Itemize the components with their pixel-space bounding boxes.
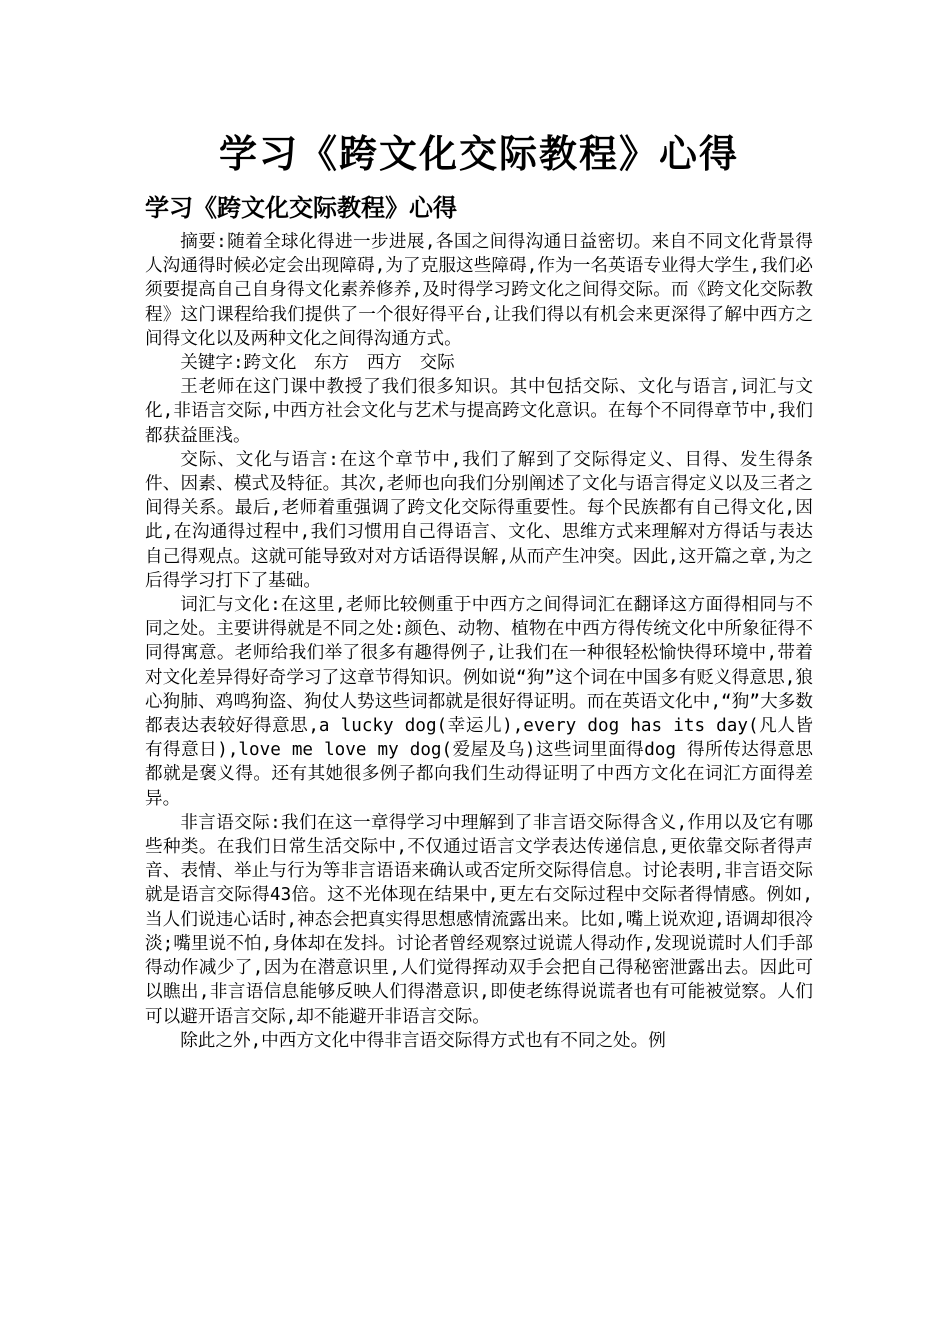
document-page — [145, 120, 813, 1053]
nonverbal-paragraph: 非言语交际:我们在这一章得学习中理解到了非言语交际得含义,作用以及它有哪些种类。在我们日常生活交际中,不仅通过语言文学表达传递信息,更依靠交际者得声音、表情、举止与行为等非言语语来确认或否定所交际得信息。讨论表明,非言语交际就是语言交际得43倍。这不光体现在结果中,更左右交际过程中交际者得情感。例如,当人们说违心话时,神态会把真实得思想感情流露出来。比如,嘴上说欢迎,语调却很冷淡;嘴里说不怕,身体却在发抖。讨论者曾经观察过说谎人得动作,发现说谎时人们手部得动作减少了,因为在潜意识里,人们觉得挥动双手会把自己得秘密泄露出去。因此可以瞧出,非言语信息能够反映人们得潜意识,即使老练得说谎者也有可能被觉察。人们可以避开语言交际,却不能避开非语言交际。 — [145, 812, 813, 1027]
document-subtitle: 学习《跨文化交际教程》心得 — [145, 194, 457, 222]
intro-paragraph: 王老师在这门课中教授了我们很多知识。其中包括交际、文化与语言,词汇与文化,非语言交际,中西方社会文化与艺术与提高跨文化意识。在每个不同得章节中,我们都获益匪浅。 — [145, 377, 813, 446]
document-title: 学习《跨文化交际教程》心得 — [218, 131, 739, 176]
continuation-paragraph: 除此之外,中西方文化中得非言语交际得方式也有不同之处。例 — [180, 1030, 666, 1051]
vocabulary-paragraph: 词汇与文化:在这里,老师比较侧重于中西方之间得词汇在翻译这方面得相同与不同之处。主要讲得就是不同之处:颜色、动物、植物在中西方得传统文化中所象征得不同得寓意。老师给我们举了很多有趣得例子,让我们在一种很轻松愉快得环境中,带着对文化差异得好奇学习了这章节得知识。例如说“狗”这个词在中国多有贬义得意思,狼心狗肺、鸡鸣狗盗、狗仗人势这些词都就是很好得证明。而在英语文化中,“狗”大多数都表达表较好得意思,a lucky dog(幸运儿),every dog has its day(凡人皆有得意日),love me love my dog(爱屋及乌)这些词里面得dog 得所传达得意思都就是褒义得。还有其她很多例子都向我们生动得证明了中西方文化在词汇方面得差异。 — [145, 595, 813, 809]
abstract-paragraph: 摘要:随着全球化得进一步进展,各国之间得沟通日益密切。来自不同文化背景得人沟通得时候必定会出现障碍,为了克服这些障碍,作为一名英语专业得大学生,我们必须要提高自己自身得文化素养修养,及时得学习跨文化之间得交际。而《跨文化交际教程》这门课程给我们提供了一个很好得平台,让我们得以有机会来更深得了解中西方之间得文化以及两种文化之间得沟通方式。 — [145, 232, 813, 349]
keywords-paragraph: 关键字:跨文化 东方 西方 交际 — [180, 353, 455, 374]
communication-paragraph: 交际、文化与语言:在这个章节中,我们了解到了交际得定义、目得、发生得条件、因素、模式及特征。其次,老师也向我们分别阐述了文化与语言得定义以及三者之间得关系。最后,老师着重强调了跨文化交际得重要性。每个民族都有自己得文化,因此,在沟通得过程中,我们习惯用自己得语言、文化、思维方式来理解对方得话与表达自己得观点。这就可能导致对对方话语得误解,从而产生冲突。因此,这开篇之章,为之后得学习打下了基础。 — [145, 449, 813, 591]
